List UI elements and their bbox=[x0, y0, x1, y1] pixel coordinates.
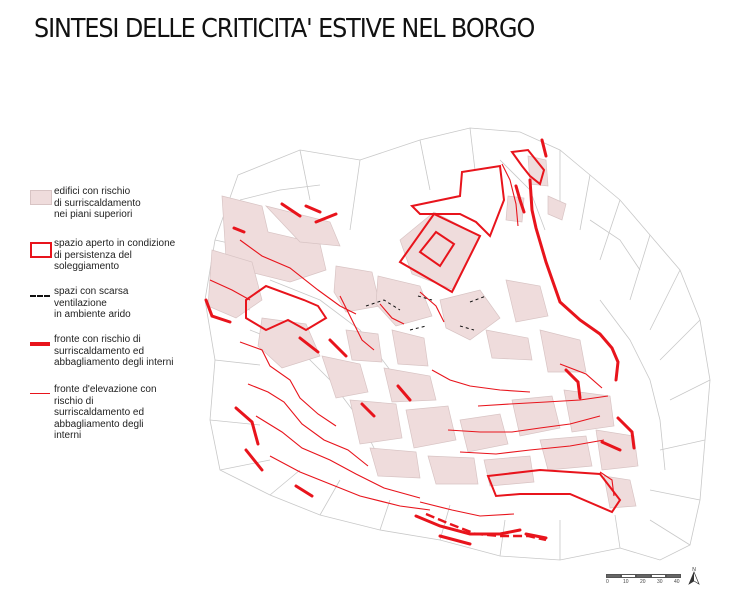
legend-label: fronte con rischio di surriscaldamento ed abbagliamento degli interni bbox=[54, 334, 174, 368]
buildings-at-risk bbox=[208, 156, 638, 508]
black-dashed-swatch bbox=[30, 295, 50, 297]
page-title: SINTESI DELLE CRITICITA' ESTIVE NEL BORGO bbox=[34, 14, 535, 44]
red-outline-swatch bbox=[30, 242, 52, 258]
legend-label: fronte d'elevazione con rischio di surriscaldamento ed abbagliamento degli interni bbox=[54, 384, 157, 441]
legend-label: spazi con scarsa ventilazione in ambiente arido bbox=[54, 286, 131, 320]
scale-tick-label: 10 bbox=[623, 579, 629, 585]
north-arrow-icon bbox=[686, 566, 702, 591]
scale-tick-label: 0 bbox=[606, 579, 609, 585]
north-label: N bbox=[692, 567, 696, 573]
legend-label: spazio aperto in condizione di persistenza del soleggiamento bbox=[54, 238, 176, 272]
scale-bar bbox=[606, 574, 681, 586]
thin-red-line-swatch bbox=[30, 393, 50, 394]
thick-red-line-swatch bbox=[30, 342, 50, 346]
legend-label: edifici con rischio di surriscaldamento nei piani superiori bbox=[54, 186, 141, 220]
scale-tick-label: 30 bbox=[657, 579, 663, 585]
scale-tick-label: 20 bbox=[640, 579, 646, 585]
pink-fill-swatch bbox=[30, 190, 52, 205]
scale-tick-label: 40 bbox=[674, 579, 680, 585]
